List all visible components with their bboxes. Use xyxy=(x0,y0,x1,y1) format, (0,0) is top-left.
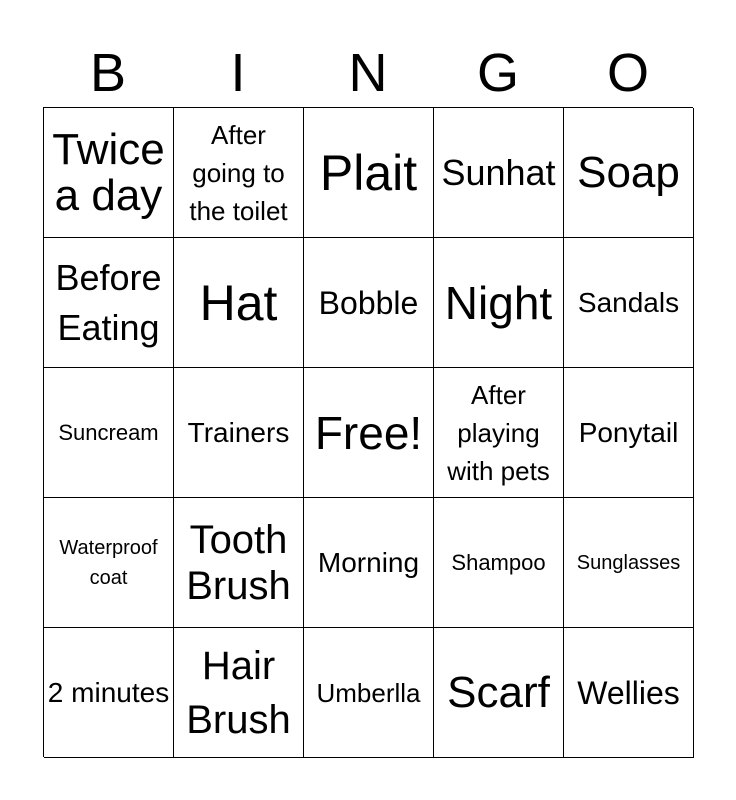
bingo-cell[interactable] xyxy=(174,238,304,368)
cell-text: 2 minutes xyxy=(47,676,170,708)
header-letter-n: N xyxy=(348,43,388,103)
bingo-cell[interactable] xyxy=(564,108,694,238)
cell-text: Sunglasses xyxy=(576,551,681,574)
bingo-cell[interactable] xyxy=(44,108,174,238)
cell-text: Wellies xyxy=(577,674,680,711)
bingo-cell[interactable] xyxy=(434,498,564,628)
bingo-cell[interactable] xyxy=(564,238,694,368)
bingo-cell[interactable] xyxy=(174,368,304,498)
cell-text: Plait xyxy=(319,144,418,201)
cell-text: After playing with pets xyxy=(447,379,550,486)
bingo-cell[interactable] xyxy=(304,108,434,238)
bingo-cell[interactable] xyxy=(44,238,174,368)
bingo-header xyxy=(43,40,693,106)
cell-text: Ponytail xyxy=(578,416,679,448)
header-letter-g: G xyxy=(476,43,519,103)
cell-text: Hair Brush xyxy=(186,643,291,742)
cell-text: Sandals xyxy=(577,286,680,318)
cell-text: Twice a day xyxy=(52,124,165,220)
bingo-cell[interactable] xyxy=(564,498,694,628)
cell-text: After going to the toilet xyxy=(189,119,288,226)
bingo-cell[interactable] xyxy=(564,368,694,498)
bingo-cell[interactable] xyxy=(174,628,304,758)
cell-text: Before Eating xyxy=(55,256,162,348)
header-letter-b: B xyxy=(89,43,127,103)
cell-text: Suncream xyxy=(58,419,159,445)
cell-text: Scarf xyxy=(447,667,550,717)
bingo-cell[interactable] xyxy=(434,628,564,758)
cell-text: Trainers xyxy=(187,416,290,448)
cell-text: Morning xyxy=(317,546,420,578)
cell-text: Shampoo xyxy=(451,549,546,575)
header-letter-o: O xyxy=(606,43,649,103)
bingo-cell[interactable] xyxy=(304,628,434,758)
bingo-cell[interactable] xyxy=(44,368,174,498)
bingo-board xyxy=(43,107,693,757)
bingo-cell[interactable] xyxy=(564,628,694,758)
cell-text: Night xyxy=(444,276,553,329)
bingo-cell[interactable] xyxy=(434,238,564,368)
bingo-cell[interactable] xyxy=(44,498,174,628)
bingo-cell[interactable] xyxy=(304,368,434,498)
bingo-cell[interactable] xyxy=(434,108,564,238)
cell-text: Soap xyxy=(577,147,680,197)
bingo-cell[interactable] xyxy=(304,238,434,368)
bingo-cell[interactable] xyxy=(174,108,304,238)
bingo-cell[interactable] xyxy=(434,368,564,498)
cell-text: Hat xyxy=(199,274,278,331)
bingo-cell[interactable] xyxy=(304,498,434,628)
cell-text: Sunhat xyxy=(441,151,556,193)
bingo-cell[interactable] xyxy=(44,628,174,758)
header-letter-i: I xyxy=(230,43,246,103)
cell-text: Free! xyxy=(314,406,423,459)
bingo-cell[interactable] xyxy=(174,498,304,628)
cell-text: Waterproof coat xyxy=(59,536,158,589)
cell-text: Tooth Brush xyxy=(186,517,291,608)
cell-text: Bobble xyxy=(318,284,419,321)
cell-text: Umberlla xyxy=(316,677,421,708)
